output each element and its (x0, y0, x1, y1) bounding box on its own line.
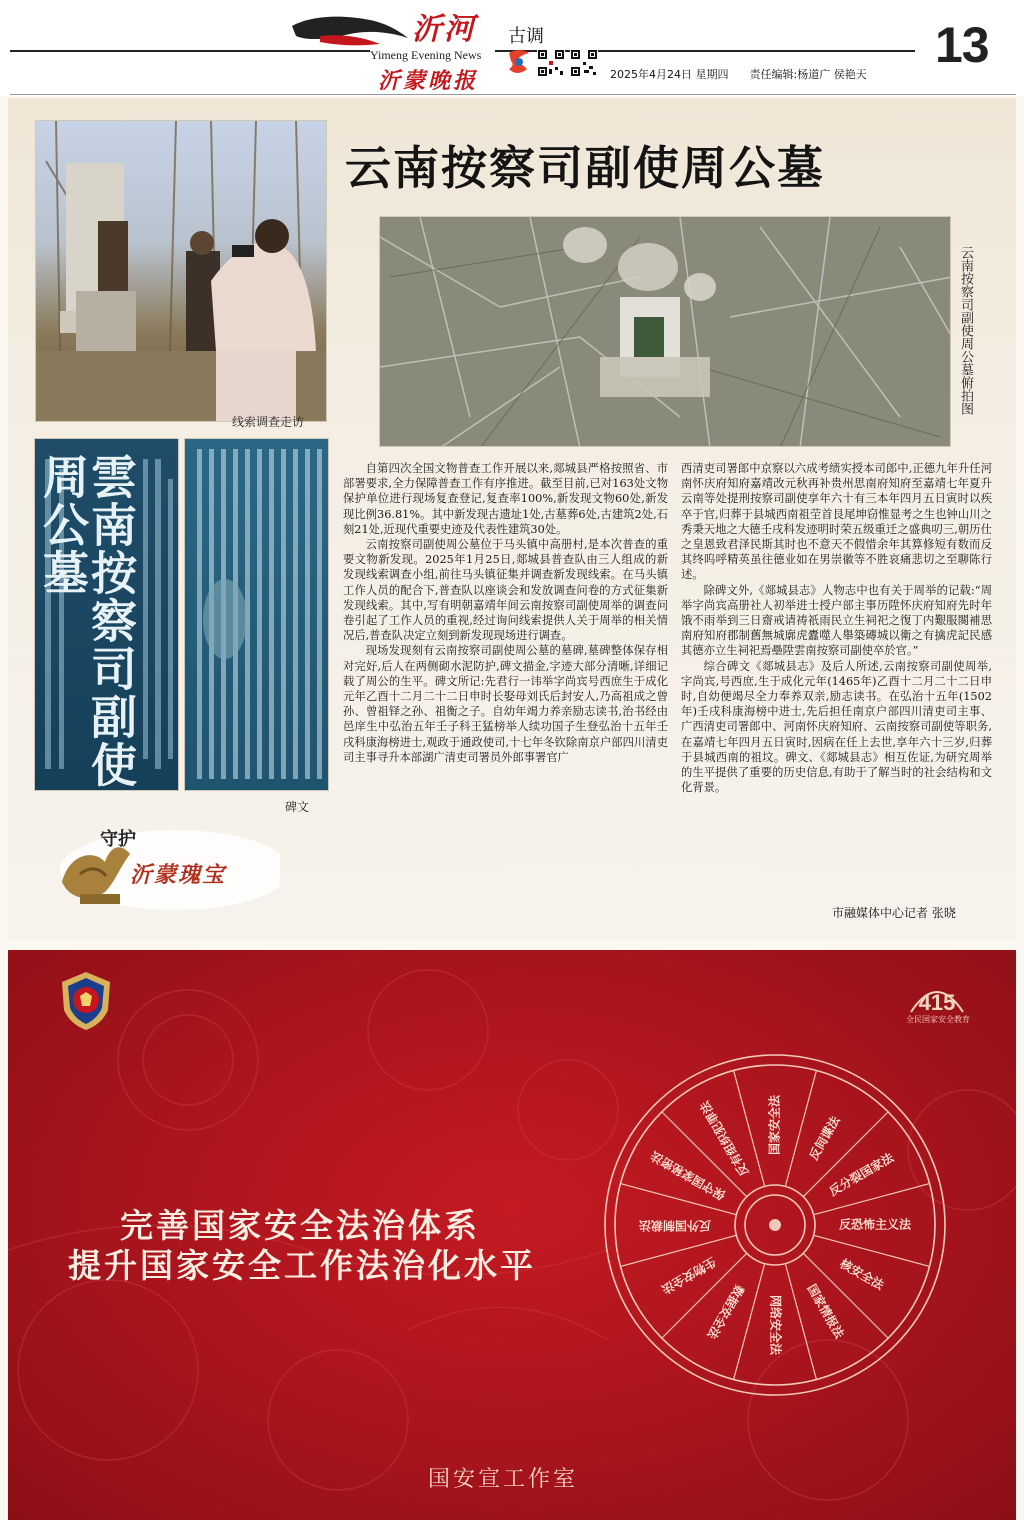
wheel-label: 反恐怖主义法 (838, 1217, 912, 1232)
wheel-spoke (814, 1235, 930, 1266)
wheel-label: 反有组织犯罪法 (697, 1098, 752, 1179)
article-column-1 (343, 461, 668, 765)
wheel-label: 网络安全法 (768, 1294, 783, 1356)
photo-stele-back (184, 438, 329, 791)
qr-code-icon[interactable] (570, 49, 598, 77)
stele-inscription: 雲南按察司副使周公墓 (36, 453, 138, 789)
article-paragraph: 除碑文外,《郯城县志》人物志中也有关于周举的记载:“周举字尚宾高册社人初举进士授户部主事历陞怀庆府知府先时年饿不雨举到三日齋戒请祷祇雨民立生祠祀之復丁内艱服闋補思南府知府郡制舊無城廓虎蠹噬人舉築磚城以衛之有擒虎記民感其德亦立生祠祀焉壘陞雲南按察司副使卒於官。” (681, 583, 992, 658)
badge-415-subtitle: 全民国家安全教育 (906, 1015, 970, 1024)
issue-date: 2025年4月24日 星期四 (610, 68, 729, 81)
article-paragraph: 云南按察司副使周公墓位于马头镇中高册村,是本次普查的重要文物新发现。2025年1月25日,郯城县普查队由三人组成的新发现线索调查小组,前往马头镇征集并调查新发现线索。在马头镇工作人员的配合下,普查队以座谈会和发放调查问卷的方式征集新发现线索。其中,写有明朝嘉靖年间云南按察司副使周举的调查问卷引起了工作人员的重视,经过询问线索提供人关于周举的相关情况后,普查队决定立刻到新发现现场进行调查。 (343, 538, 668, 643)
masthead-rule-bottom (10, 94, 1016, 95)
law-wheel-icon (590, 1040, 960, 1410)
wheel-spoke (785, 1070, 816, 1186)
wheel-label: 核安全法 (837, 1256, 887, 1293)
photo-stele-caption: 碑文 (285, 800, 310, 814)
brush-logo-icon (290, 6, 410, 52)
wheel-label: 反间谍法 (806, 1113, 843, 1163)
section-name: 古调 (508, 26, 544, 47)
page-number: 13 (935, 17, 989, 73)
badge-subtitle: 沂蒙瑰宝 (130, 862, 227, 888)
badge-415-number: 415 (918, 990, 956, 1015)
photo-field-survey-image (36, 121, 327, 422)
stele-back-texture (185, 439, 329, 791)
wheel-label: 反外国制裁法 (638, 1218, 712, 1233)
photo-field-survey (35, 120, 327, 422)
logo-title: 沂河 (412, 12, 476, 47)
dateline (610, 66, 867, 82)
wheel-spoke (734, 1264, 765, 1380)
banner-footer: 国安宣工作室 (428, 1467, 579, 1492)
police-emblem-icon (58, 970, 114, 1032)
logo-english: Yimeng Evening News (370, 48, 482, 62)
photo-aerial-tomb-image (380, 217, 951, 447)
article-paragraph: 现场发现刻有云南按察司副使周公墓的墓碑,墓碑整体保存相对完好,后人在两侧砌水泥防护,碑文描金,字迹大部分清晰,详细记载了周公的生平。碑文所记:先君行一讳举字尚宾号西庶生于成化元年乙酉十二月二十二日申时长娶母刘氏后封安人,乃高祖成之曾孙、曾祖铎之孙、祖衡之子。自幼年竭力养亲励志读书,治书经由邑庠生中弘治五年壬子科王猛榜举人续功国子生登弘治十五年壬戌科康海榜进士,观政于通政使司,十七年冬钦除南京户部四川清吏司主事寻升本部湖广清吏司署员外郎事署官广 (343, 644, 668, 764)
banner-slogan-line2: 提升国家安全工作法治化水平 (68, 1246, 536, 1285)
wheel-label: 反分裂国家法 (826, 1150, 897, 1199)
wheel-spoke (620, 1235, 736, 1266)
wheel-label: 生物安全法 (659, 1254, 719, 1297)
article-paragraph: 综合碑文《郯城县志》及后人所述,云南按察司副使周举,字尚宾,号西庶,生于成化元年(1465年)乙酉十二月二十二日申时,自幼便竭尽全力奉养双亲,励志读书。在弘治十五年(1502年)壬戌科康海榜中进士,先后担任南京户部四川清吏司主事、广西清吏司署郎中、河南怀庆府知府、云南按察司副使等职务,在嘉靖七年四月五日寅时,因病在任上去世,享年六十三岁,归葬于县城西南的祖坟。碑文、《郯城县志》相互佐证,为研究周举的生平提供了重要的历史信息,有助于了解当时的社会结构和文化背景。 (681, 659, 992, 795)
media-logo-icon (505, 47, 533, 77)
wheel-label: 数据安全法 (704, 1282, 747, 1342)
article-paragraph: 自第四次全国文物普查工作开展以来,郯城县严格按照省、市部署要求,全力保障普查工作有序推进。截至目前,已对163处文物保护单位进行现场复查登记,复查率100%,新发现文物60处,新发现比例36.81%。其中新发现古遗址1处,古墓葬6处,古建筑2处,石刻21处,近现代重要史迹及代表性建筑30处。 (343, 462, 668, 536)
wheel-label: 国家情报法 (804, 1281, 847, 1341)
article-headline: 云南按察司副使周公墓 (345, 141, 825, 195)
logo-paper-name: 沂蒙晚报 (378, 68, 479, 94)
wheel-spoke (785, 1264, 816, 1380)
article-column-2 (681, 461, 992, 795)
wheel-label: 保守国家秘密法 (648, 1148, 729, 1203)
byline: 市融媒体中心记者 张晓 (832, 906, 956, 920)
wheel-label: 国家安全法 (767, 1094, 782, 1156)
photo-field-survey-caption: 线索调查走访 (232, 415, 305, 429)
qr-code-icon[interactable] (537, 49, 565, 77)
photo-aerial-caption: 云南按察司副使周公墓俯拍图 (958, 246, 973, 415)
editors: 责任编辑:杨道广 侯艳天 (749, 68, 867, 81)
article-paragraph: 西清吏司署郎中京察以六成考绩实授本司郎中,正德九年升任河南怀庆府知府嘉靖改元秋再补贵州思南府知府至嘉靖七年夏升云南等处提刑按察司副使享年六十有三本年四月五日寅时以疾卒于官,归葬于县城西南祖茔首艮尾坤窃惟显考之生也钟山川之秀秉天地之大德壬戌科发迹明时荣五级重迁之盛典叨三,朝历仕之皇恩致君泽民斯其时也不意天不假惜余年其算修短有数而反其终呜呼精英虽往德业如在男崇徽等不胜哀痛悲切之至聊陈行述。 (681, 462, 992, 582)
badge-title: 守护 (100, 829, 136, 850)
photo-stele-front (34, 438, 179, 791)
photo-aerial-tomb (379, 216, 951, 447)
banner-slogan-line1: 完善国家安全法治体系 (120, 1206, 480, 1245)
